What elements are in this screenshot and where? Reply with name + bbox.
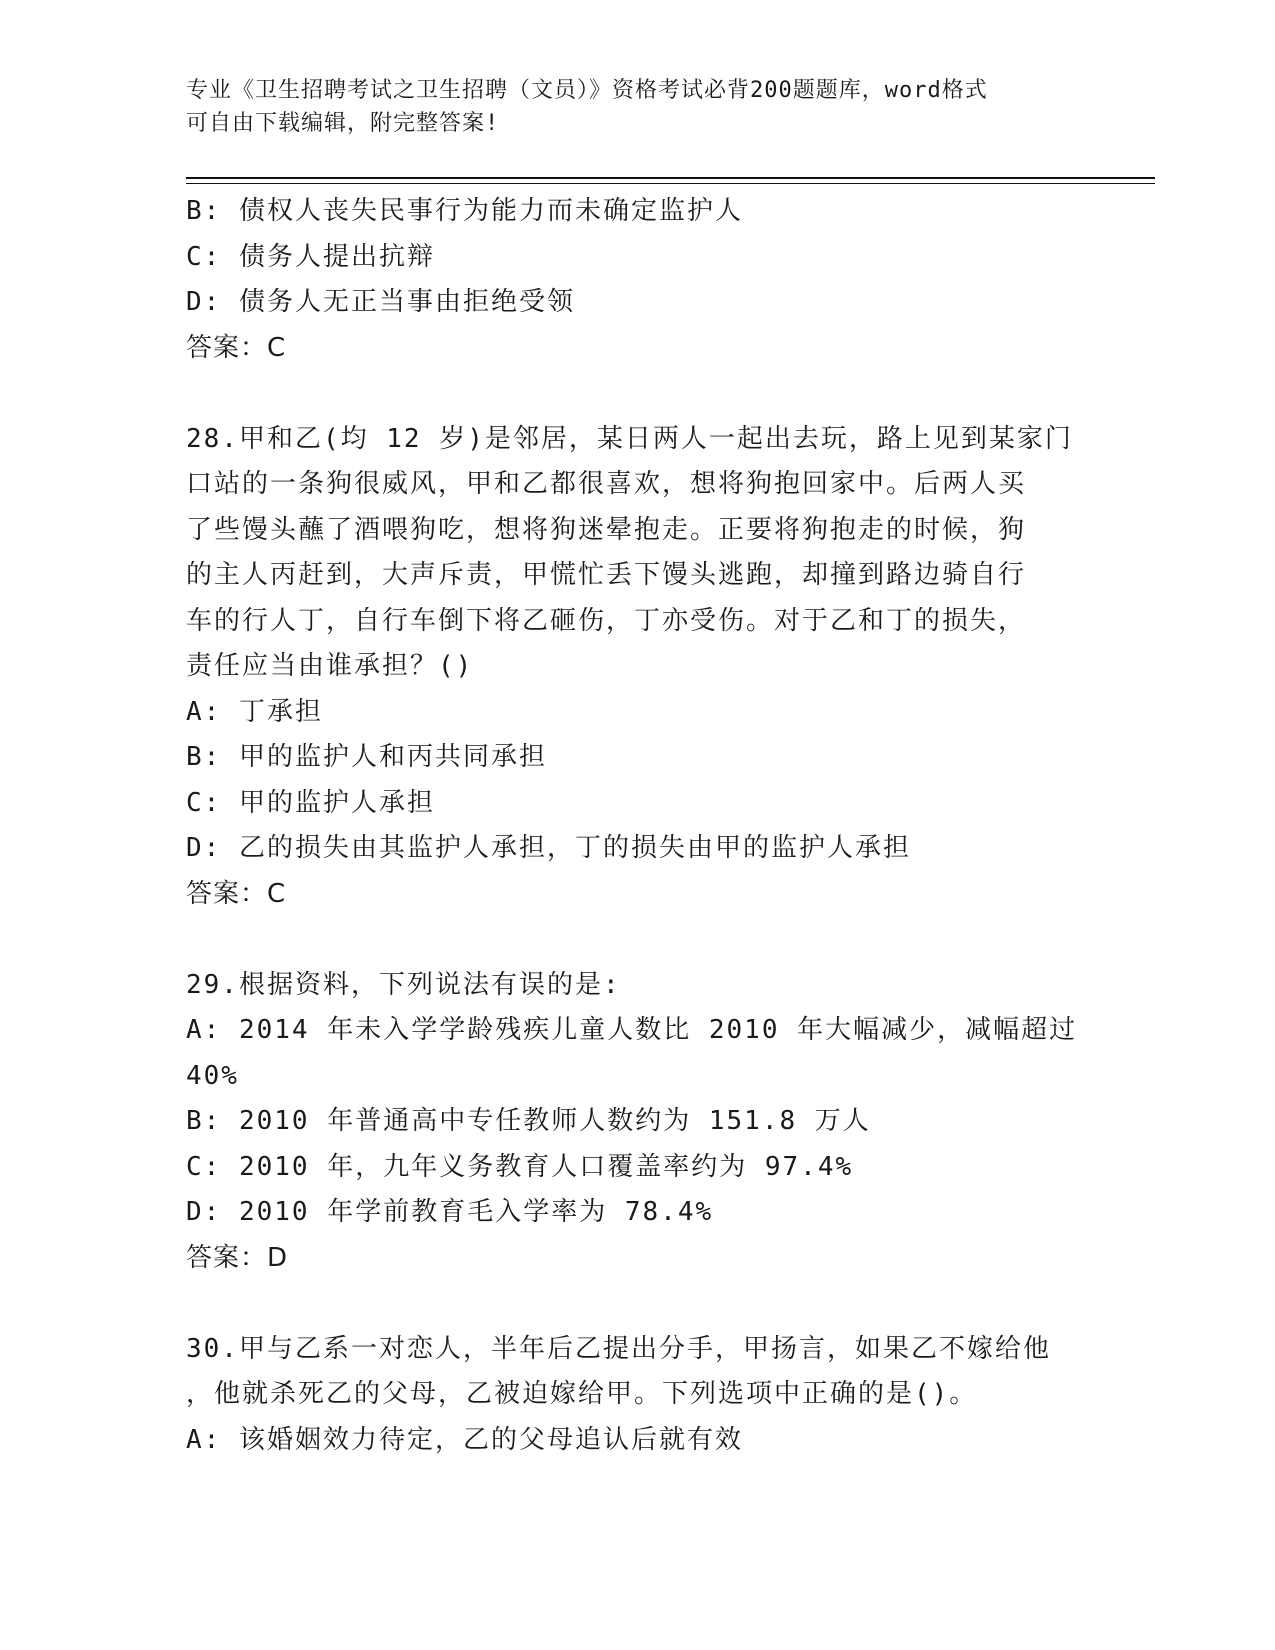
option-c: C: 债务人提出抗辩 <box>186 241 435 272</box>
answer-label: 答案：D <box>186 1242 289 1273</box>
question-content <box>186 189 1086 1463</box>
question-stem-line: 29.根据资料，下列说法有误的是: <box>186 969 621 1000</box>
option-a: A: 2014 年未入学学龄残疾儿童人数比 2010 年大幅减少，减幅超过 <box>186 1015 1078 1045</box>
page-header <box>186 74 1086 140</box>
question-27-continuation <box>186 189 1086 371</box>
option-b: B: 甲的监护人和丙共同承担 <box>186 742 547 772</box>
header-divider-thick <box>186 177 1155 179</box>
question-stem-line: 车的行人丁，自行车倒下将乙砸伤，丁亦受伤。对于乙和丁的损失， <box>186 605 1027 636</box>
question-28 <box>186 417 1086 918</box>
option-d: D: 2010 年学前教育毛入学率为 78.4% <box>186 1197 714 1227</box>
header-title-line-1: 专业《卫生招聘考试之卫生招聘（文员）》资格考试必背200题题库，word格式 <box>186 78 988 103</box>
question-stem-line: 28.甲和乙(均 12 岁)是邻居，某日两人一起出去玩，路上见到某家门 <box>186 423 1073 454</box>
header-title-line-2: 可自由下载编辑，附完整答案! <box>186 111 500 136</box>
header-divider-thin <box>186 183 1155 184</box>
question-stem-line: 了些馒头蘸了酒喂狗吃，想将狗迷晕抱走。正要将狗抱走的时候，狗 <box>186 514 1027 545</box>
option-d: D: 债务人无正当事由拒绝受领 <box>186 287 575 317</box>
option-b: B: 2010 年普通高中专任教师人数约为 151.8 万人 <box>186 1106 871 1136</box>
question-stem-line: 口站的一条狗很威风，甲和乙都很喜欢，想将狗抱回家中。后两人买 <box>186 469 1027 499</box>
question-stem-line: 责任应当由谁承担？() <box>186 651 474 681</box>
option-c: C: 2010 年，九年义务教育人口覆盖率约为 97.4% <box>186 1151 854 1182</box>
option-c: C: 甲的监护人承担 <box>186 787 435 818</box>
answer-label: 答案：C <box>186 878 287 909</box>
question-stem-line: 的主人丙赶到，大声斥责，甲慌忙丢下馒头逃跑，却撞到路边骑自行 <box>186 560 1027 590</box>
answer-label: 答案：C <box>186 332 287 363</box>
question-stem-line: 30.甲与乙系一对恋人，半年后乙提出分手，甲扬言，如果乙不嫁给他 <box>186 1333 1051 1364</box>
spacer <box>186 371 1086 417</box>
option-a: A: 丁承担 <box>186 696 323 727</box>
option-b: B: 债权人丧失民事行为能力而未确定监护人 <box>186 196 743 226</box>
spacer <box>186 1281 1086 1327</box>
option-d: D: 乙的损失由其监护人承担，丁的损失由甲的监护人承担 <box>186 833 911 863</box>
question-30 <box>186 1327 1086 1464</box>
option-a-continuation: 40% <box>186 1060 239 1091</box>
question-29 <box>186 963 1086 1282</box>
spacer <box>186 917 1086 963</box>
option-a: A: 该婚姻效力待定，乙的父母追认后就有效 <box>186 1424 743 1455</box>
question-stem-line: ，他就杀死乙的父母，乙被迫嫁给甲。下列选项中正确的是()。 <box>186 1379 978 1409</box>
